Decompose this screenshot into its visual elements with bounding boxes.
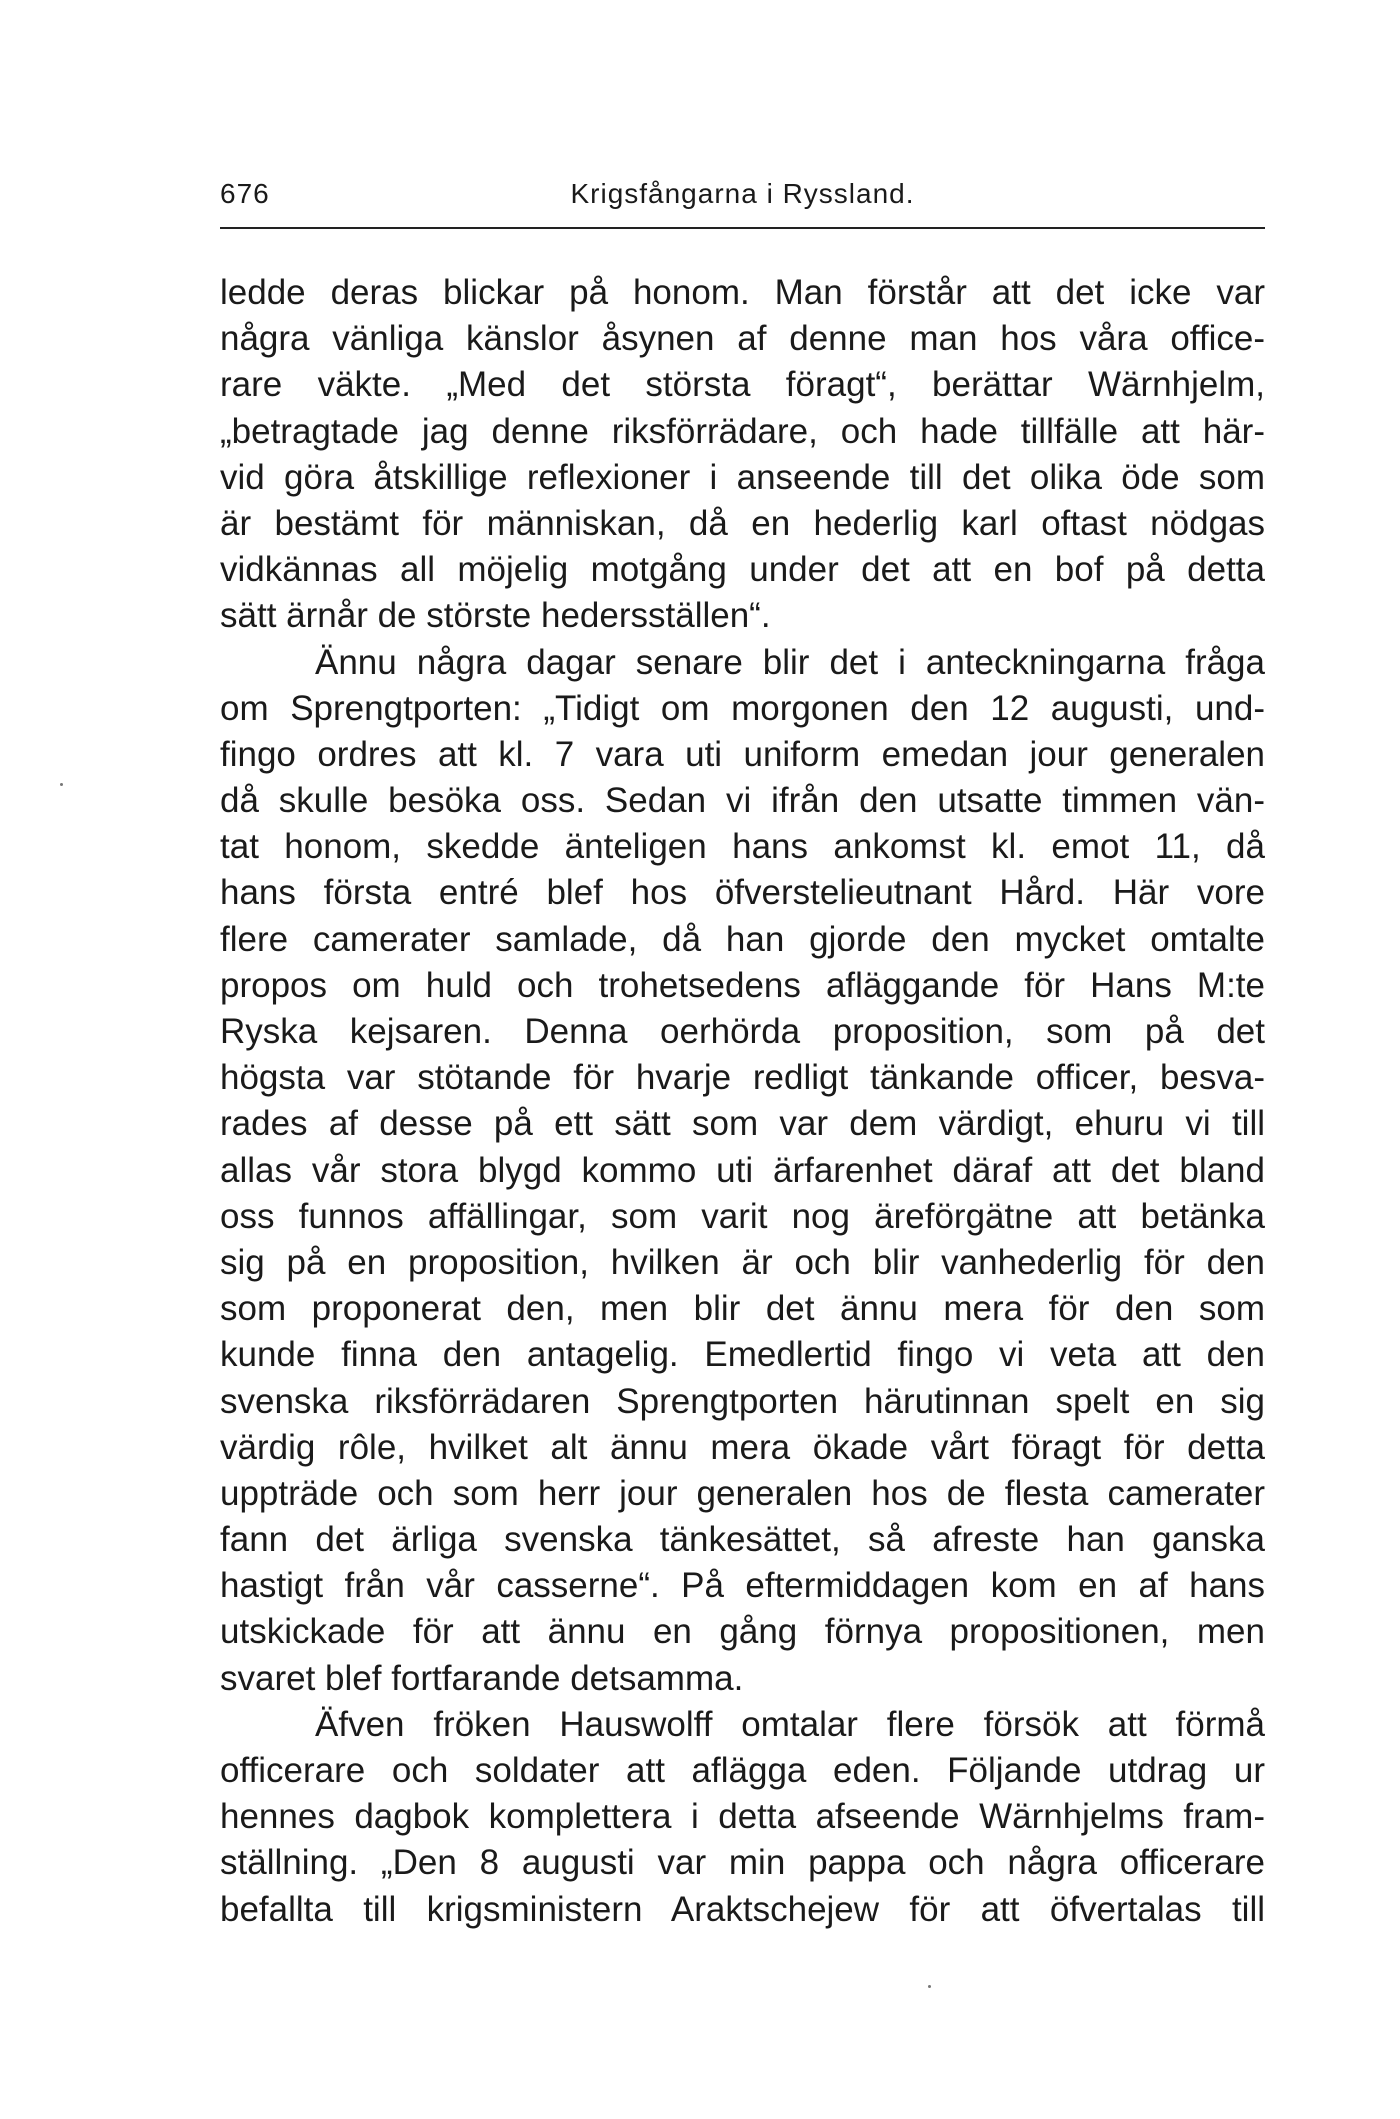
text-line: sätt ärnår de störste hedersställen“. xyxy=(220,596,771,636)
text-line: då skulle besöka oss. Sedan vi ifrån den utsatte timmen vän- xyxy=(220,781,1265,821)
running-title: Krigsfångarna i Ryssland. xyxy=(570,178,915,209)
text-line: hennes dagbok komplettera i detta afseende Wärnhjelms fram- xyxy=(220,1797,1265,1837)
text-line: allas vår stora blygd kommo uti ärfarenhet däraf att det bland xyxy=(220,1150,1265,1190)
paragraph-start-line: Äfven fröken Hauswolff omtalar flere försök att förmå xyxy=(315,1704,1265,1744)
text-line: är bestämt för människan, då en hederlig karl oftast nödgas xyxy=(220,503,1265,543)
text-line: propos om huld och trohetsedens afläggande för Hans M:te xyxy=(220,965,1265,1005)
text-line: som proponerat den, men blir det ännu mera för den som xyxy=(220,1289,1265,1329)
running-head xyxy=(220,178,1265,222)
paper-speck xyxy=(928,1985,931,1988)
text-line: rare väkte. „Med det största föragt“, berättar Wärnhjelm, xyxy=(220,365,1265,405)
text-line: „betragtade jag denne riksförrädare, och hade tillfälle att här- xyxy=(220,411,1265,451)
text-line: svenska riksförrädaren Sprengtporten härutinnan spelt en sig xyxy=(220,1381,1265,1421)
text-line: om Sprengtporten: „Tidigt om morgonen den 12 augusti, und- xyxy=(220,688,1265,728)
paragraph-start-line: Ännu några dagar senare blir det i anteckningarna fråga xyxy=(315,642,1265,682)
text-line: rades af desse på ett sätt som var dem värdigt, ehuru vi till xyxy=(220,1104,1265,1144)
text-line: vidkännas all möjelig motgång under det att en bof på detta xyxy=(220,550,1265,590)
text-line: svaret blef fortfarande detsamma. xyxy=(220,1658,744,1698)
text-line: vid göra åtskillige reflexioner i anseende till det olika öde som xyxy=(220,457,1265,497)
text-line: flere camerater samlade, då han gjorde den mycket omtalte xyxy=(220,919,1265,959)
text-line: Ryska kejsaren. Denna oerhörda proposition, som på det xyxy=(220,1012,1265,1051)
text-line: högsta var stötande för hvarje redligt tänkande officer, besva- xyxy=(220,1058,1265,1098)
text-line: hastigt från vår casserne“. På eftermiddagen kom en af hans xyxy=(220,1566,1265,1606)
text-line: ställning. „Den 8 augusti var min pappa och några officerare xyxy=(220,1843,1265,1883)
text-line: ledde deras blickar på honom. Man förstår att det icke var xyxy=(220,273,1265,312)
paper-speck xyxy=(60,783,63,786)
text-line: hans första entré blef hos öfverstelieutnant Hård. Här vore xyxy=(220,873,1265,913)
text-line: tat honom, skedde änteligen hans ankomst kl. emot 11, då xyxy=(220,827,1265,867)
text-line: kunde finna den antagelig. Emedlertid fingo vi veta att den xyxy=(220,1335,1265,1375)
text-line: utskickade för att ännu en gång förnya propositionen, men xyxy=(220,1612,1265,1652)
text-line: oss funnos affällingar, som varit nog äreförgätne att betänka xyxy=(220,1196,1265,1236)
text-line: värdig rôle, hvilket alt ännu mera ökade vårt föragt för detta xyxy=(220,1427,1265,1467)
body-text xyxy=(220,270,1265,1933)
text-line: fann det ärliga svenska tänkesättet, så afreste han ganska xyxy=(220,1520,1265,1560)
text-line: officerare och soldater att aflägga eden. Följande utdrag ur xyxy=(220,1751,1265,1790)
text-line: fingo ordres att kl. 7 vara uti uniform emedan jour generalen xyxy=(220,734,1265,774)
page-number: 676 xyxy=(220,178,270,209)
text-line: befallta till krigsministern Araktschejew för att öfvertalas till xyxy=(220,1889,1265,1929)
text-line: några vänliga känslor åsynen af denne man hos våra office- xyxy=(220,319,1265,359)
text-line: uppträde och som herr jour generalen hos de flesta camerater xyxy=(220,1473,1265,1513)
text-line: sig på en proposition, hvilken är och blir vanhederlig för den xyxy=(220,1242,1265,1282)
header-rule xyxy=(220,227,1265,229)
